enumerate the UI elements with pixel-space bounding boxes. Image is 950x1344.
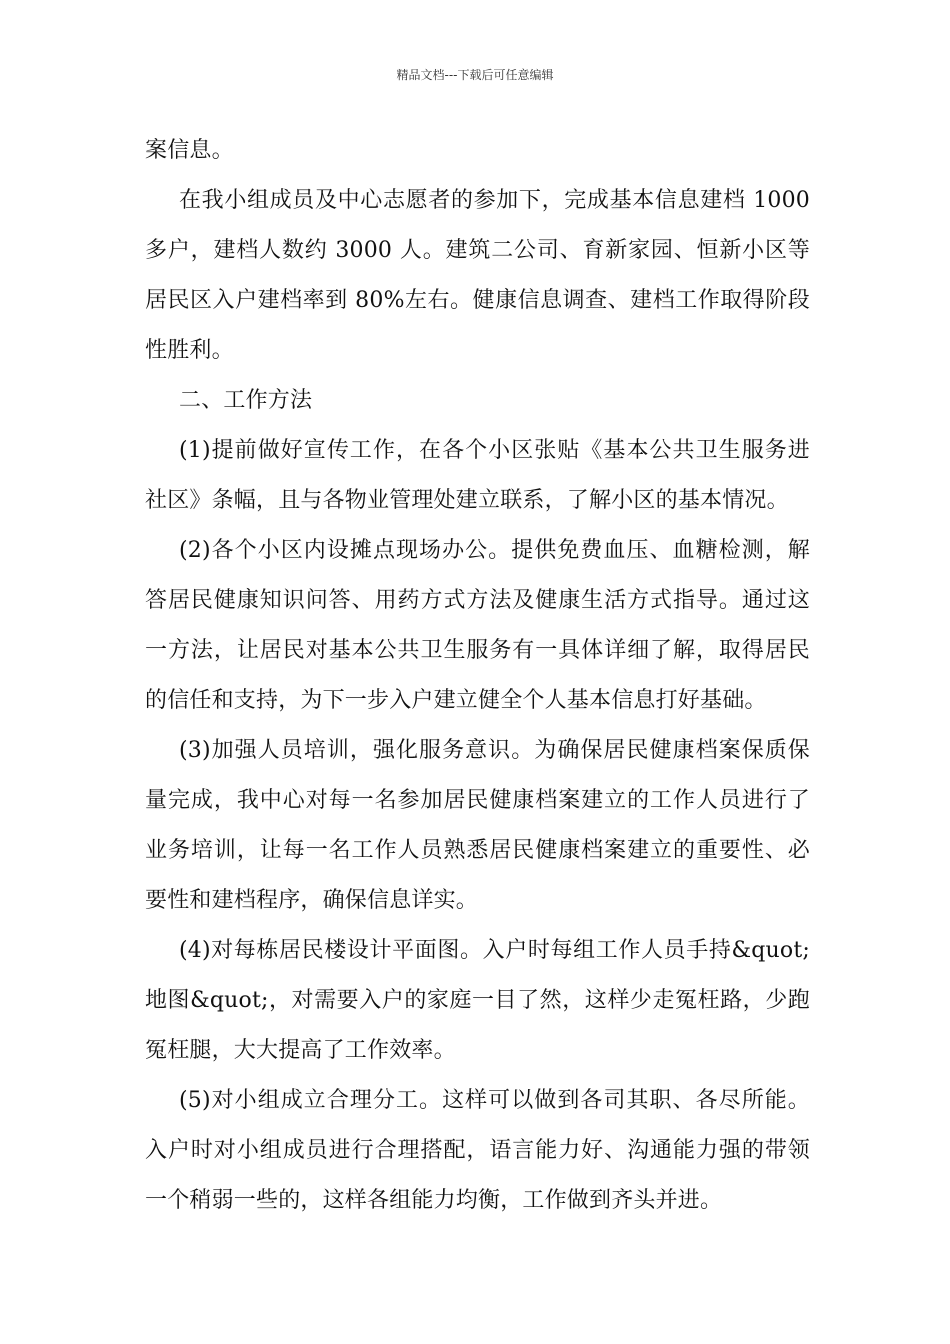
- page-header: 精品文档---下载后可任意编辑: [396, 68, 554, 82]
- paragraph-method-5: (5)对小组成立合理分工。这样可以做到各司其职、各尽所能。入户时对小组成员进行合理搭配，语言能力好、沟通能力强的带领一个稍弱一些的，这样各组能力均衡，工作做到齐头并进。: [145, 1088, 810, 1213]
- paragraph-continuation: 案信息。: [145, 138, 234, 163]
- paragraph-method-2: (2)各个小区内设摊点现场办公。提供免费血压、血糖检测，解答居民健康知识问答、用药方式方法及健康生活方式指导。通过这一方法，让居民对基本公共卫生服务有一具体详细了解，取得居民的信任和支持，为下一步入户建立健全个人基本信息打好基础。: [145, 538, 810, 713]
- paragraph-method-1: (1)提前做好宣传工作，在各个小区张贴《基本公共卫生服务进社区》条幅，且与各物业管理处建立联系，了解小区的基本情况。: [145, 438, 810, 513]
- paragraph-method-3: (3)加强人员培训，强化服务意识。为确保居民健康档案保质保量完成，我中心对每一名参加居民健康档案建立的工作人员进行了业务培训，让每一名工作人员熟悉居民健康档案建立的重要性、必要性和建档程序，确保信息详实。: [145, 738, 810, 913]
- section-heading-work-methods: 二、工作方法: [179, 388, 313, 413]
- paragraph-results: 在我小组成员及中心志愿者的参加下，完成基本信息建档 1000 多户，建档人数约 3000 人。建筑二公司、育新家园、恒新小区等居民区入户建档率到 80%左右。健康信息调查、建档工作取得阶段性胜利。: [145, 188, 810, 363]
- paragraph-method-4: (4)对每栋居民楼设计平面图。入户时每组工作人员手持&quot;地图&quot;，对需要入户的家庭一目了然，这样少走冤枉路，少跑冤枉腿，大大提高了工作效率。: [145, 938, 810, 1063]
- document-body: [145, 126, 810, 1226]
